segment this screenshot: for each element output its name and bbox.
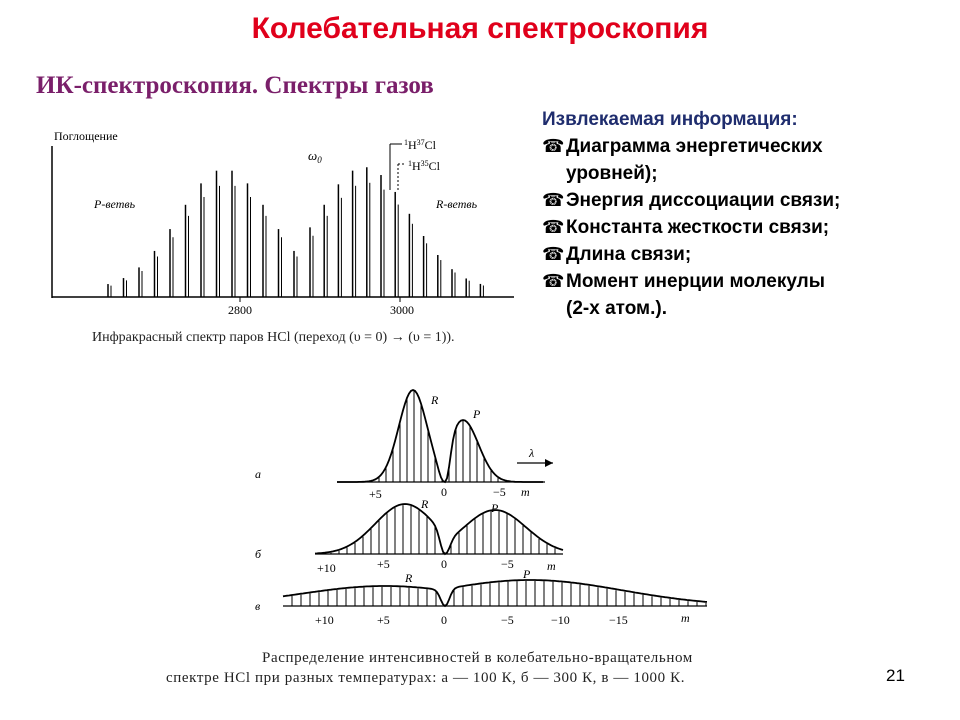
info-item-text: Энергия диссоциации связи; (566, 190, 841, 211)
center-label: $\omega_0$ (308, 148, 322, 165)
x-tick-3000: 3000 (390, 303, 414, 317)
slide-subtitle: ИК-спектроскопия. Спектры газов (36, 72, 434, 99)
panel-letter: б (255, 547, 262, 561)
phone-icon: ☎ (542, 217, 565, 237)
hcl-spectrum-caption: Инфракрасный спектр паров HCl (переход (υ = 0) → (υ = 1)). (92, 330, 455, 345)
envelope-curve (337, 390, 543, 482)
tick-label: 0 (441, 485, 447, 499)
envelope-curve (315, 504, 563, 554)
tick-label: −5 (493, 485, 506, 499)
info-item-text: Момент инерции молекулы (566, 271, 825, 292)
phone-icon: ☎ (542, 244, 565, 264)
info-item (542, 214, 942, 241)
p-branch-label: P-ветвь (94, 197, 136, 211)
info-item-text: (2-х атом.). (566, 298, 667, 319)
tick-label: +5 (369, 487, 382, 501)
info-item-continuation (542, 295, 942, 322)
panel-c (255, 567, 707, 627)
info-item-text: Диаграмма энергетических (566, 136, 823, 157)
m-label: m (681, 611, 690, 625)
p-label: P (523, 567, 531, 581)
y-axis-label: Поглощение (54, 129, 118, 143)
info-panel (542, 106, 942, 322)
tick-label: −15 (609, 613, 628, 627)
slide-title: Колебательная спектроскопия (251, 12, 709, 45)
tick-label: −5 (501, 557, 514, 571)
tick-label: 0 (441, 557, 447, 571)
m-label: m (547, 559, 556, 573)
temperature-caption-line2: спектре HCl при разных температурах: а — 100 К, б — 300 К, в — 1000 К. (166, 670, 686, 686)
page-number: 21 (886, 666, 905, 685)
info-item-text: уровней); (566, 163, 658, 184)
phone-icon: ☎ (542, 190, 565, 210)
legend-hcl37: $^1H^{37}Cl$ (404, 138, 437, 152)
info-heading: Извлекаемая информация: (542, 109, 798, 130)
spectrum-lines (108, 167, 483, 297)
temperature-caption-line1: Распределение интенсивностей в колебательно-вращательном (262, 650, 693, 666)
tick-label: +5 (377, 557, 390, 571)
x-tick-2800: 2800 (228, 303, 252, 317)
r-label: R (405, 571, 413, 585)
p-label: P (473, 407, 481, 421)
r-label: R (431, 393, 439, 407)
r-branch-label: R-ветвь (436, 197, 478, 211)
info-item (542, 133, 942, 160)
phone-icon: ☎ (542, 136, 565, 156)
legend-hcl35: $^1H^{35}Cl$ (408, 159, 441, 173)
isotope-legend (390, 138, 441, 190)
info-item (542, 241, 942, 268)
info-list (542, 133, 942, 322)
tick-label: −5 (501, 613, 514, 627)
panel-a (255, 390, 553, 501)
intensity-lines (331, 505, 555, 554)
r-label: R (421, 497, 429, 511)
temperature-spectra (245, 378, 715, 643)
info-item-text: Константа жесткости связи; (566, 217, 830, 238)
info-item-continuation (542, 160, 942, 187)
tick-label: +5 (377, 613, 390, 627)
tick-label: 0 (441, 613, 447, 627)
phone-icon: ☎ (542, 271, 565, 291)
lambda-label: λ (529, 446, 535, 460)
info-item-text: Длина связи; (566, 244, 692, 265)
panel-b (255, 497, 563, 575)
hcl-spectrum (44, 120, 524, 325)
tick-label: −10 (551, 613, 570, 627)
tick-label: +10 (315, 613, 334, 627)
panel-letter: в (255, 599, 261, 613)
m-label: m (521, 485, 530, 499)
info-item (542, 187, 942, 214)
tick-label: +10 (317, 561, 336, 575)
p-label: P (491, 501, 499, 515)
info-item (542, 268, 942, 295)
panel-letter: а (255, 467, 261, 481)
